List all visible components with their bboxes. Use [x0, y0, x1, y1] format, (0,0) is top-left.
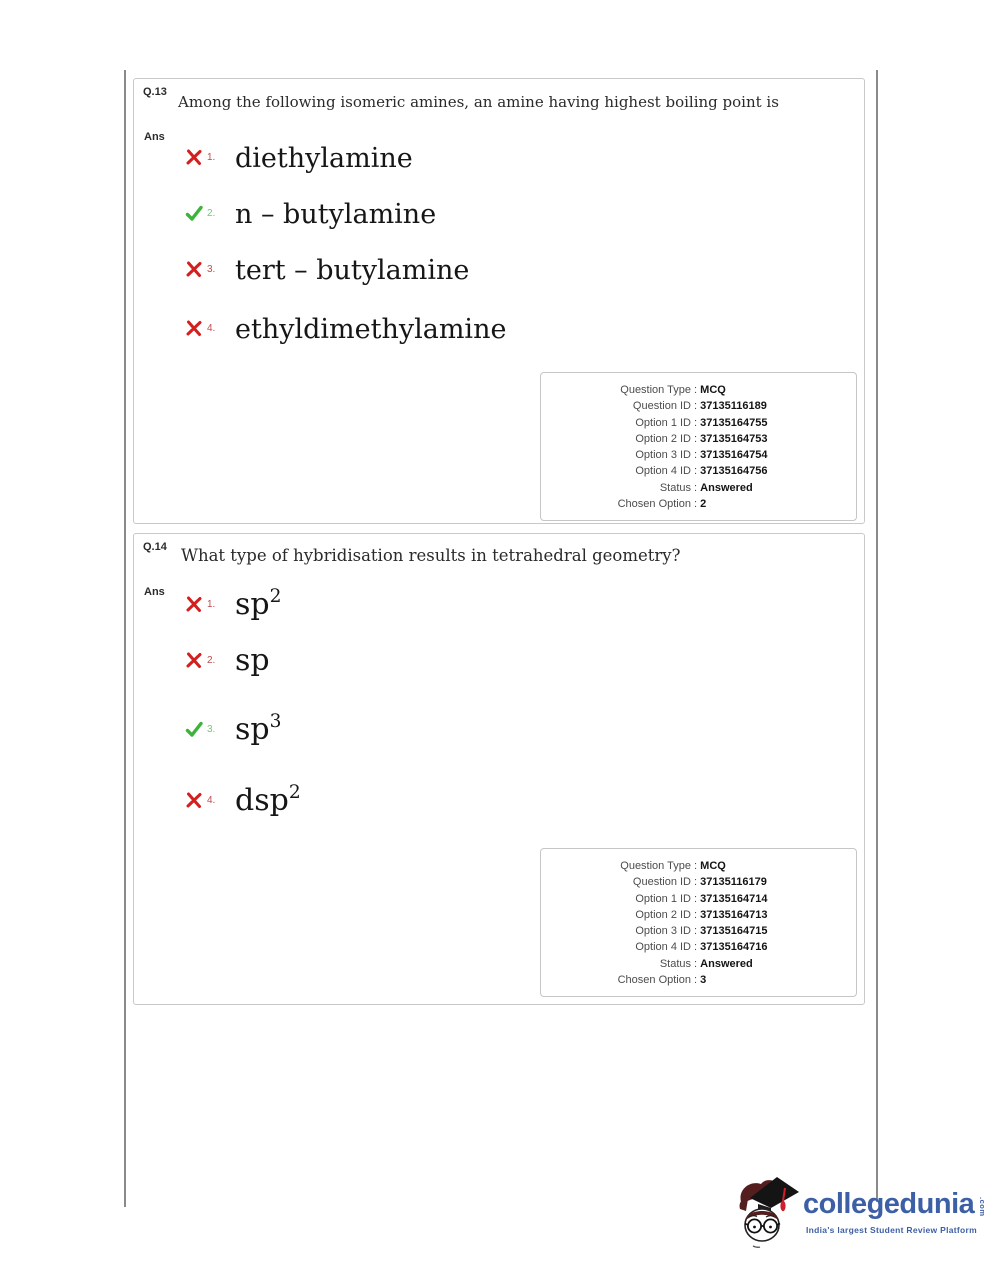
- meta-row: Question Type : MCQ: [541, 382, 856, 398]
- meta-label: Question ID: [632, 400, 691, 413]
- option-number: 2.: [207, 207, 216, 219]
- meta-label: Question Type: [620, 860, 691, 872]
- option-number: 4.: [207, 322, 216, 334]
- meta-label: Question ID: [632, 876, 691, 889]
- meta-value: 37135164756: [700, 465, 768, 478]
- meta-label: Option 4 ID: [635, 941, 691, 954]
- meta-row: Chosen Option : 3: [541, 972, 856, 988]
- meta-value: 37135116189: [700, 400, 767, 413]
- meta-value: 37135164714: [700, 892, 768, 905]
- question-card-q13: [133, 78, 865, 524]
- option-row: [185, 135, 413, 179]
- option-text: dsp$^2$: [235, 781, 301, 818]
- question-card-q14: [133, 533, 865, 1005]
- cross-icon: [185, 148, 203, 166]
- meta-label: Question Type: [620, 384, 691, 396]
- cross-icon: [185, 791, 203, 809]
- page-border-left: [124, 70, 126, 1207]
- answer-label: Ans: [144, 586, 165, 598]
- option-text: ethyldimethylamine: [235, 313, 507, 345]
- meta-row: Status : Answered: [541, 480, 856, 496]
- meta-value: MCQ: [700, 384, 726, 396]
- meta-label: Option 1 ID: [635, 892, 691, 905]
- option-row: [185, 778, 301, 822]
- meta-value: Answered: [700, 481, 753, 494]
- question-meta-box: [540, 372, 857, 521]
- meta-row: Question Type : MCQ: [541, 858, 856, 874]
- mascot-graduate-icon: [735, 1175, 801, 1256]
- meta-row: Option 2 ID : 37135164753: [541, 431, 856, 447]
- cross-icon: [185, 595, 203, 613]
- meta-label: Option 2 ID: [635, 432, 691, 445]
- meta-row: Option 3 ID : 37135164754: [541, 447, 856, 463]
- meta-value: 3: [700, 974, 707, 987]
- question-text: What type of hybridisation results in tetrahedral geometry?: [181, 546, 681, 565]
- question-text: Among the following isomeric amines, an amine having highest boiling point is: [178, 93, 779, 111]
- meta-row: Option 2 ID : 37135164713: [541, 907, 856, 923]
- meta-value: 37135164716: [700, 941, 768, 954]
- meta-row: Option 3 ID : 37135164715: [541, 923, 856, 939]
- option-number: 4.: [207, 794, 216, 806]
- meta-label: Chosen Option: [617, 498, 691, 511]
- option-number: 3.: [207, 723, 216, 735]
- meta-label: Option 4 ID: [635, 465, 691, 478]
- option-text: $sp^2$: [235, 585, 282, 622]
- brand-text: collegedunia: [803, 1188, 975, 1220]
- question-number: Q.13: [143, 86, 167, 98]
- meta-value: MCQ: [700, 860, 726, 872]
- option-row: [185, 582, 281, 626]
- option-number: 2.: [207, 654, 216, 666]
- meta-label: Option 2 ID: [635, 908, 691, 921]
- option-number: 1.: [207, 151, 216, 163]
- option-text: sp: [235, 642, 270, 678]
- meta-row: Question ID : 37135116189: [541, 398, 856, 414]
- meta-value: Answered: [700, 957, 753, 970]
- question-meta-box: [540, 848, 857, 997]
- option-text: diethylamine: [235, 142, 413, 174]
- option-number: 1.: [207, 598, 216, 610]
- option-row: [185, 247, 469, 291]
- cross-icon: [185, 319, 203, 337]
- meta-value: 37135164755: [700, 416, 768, 429]
- option-text: n – butylamine: [235, 198, 437, 230]
- cross-icon: [185, 651, 203, 669]
- meta-row: Question ID : 37135116179: [541, 874, 856, 890]
- option-number: 3.: [207, 263, 216, 275]
- meta-label: Status: [659, 481, 691, 494]
- meta-row: Option 1 ID : 37135164755: [541, 415, 856, 431]
- meta-label: Status: [659, 957, 691, 970]
- option-text: tert – butylamine: [235, 254, 470, 286]
- cross-icon: [185, 260, 203, 278]
- page-border-right: [876, 70, 878, 1202]
- brand-tagline: India's largest Student Review Platform: [806, 1225, 978, 1235]
- check-icon: [185, 720, 203, 738]
- collegedunia-logo: [735, 1172, 985, 1262]
- meta-row: Option 4 ID : 37135164716: [541, 939, 856, 955]
- option-text: $sp^3$: [235, 710, 282, 747]
- meta-row: Chosen Option : 2: [541, 496, 856, 512]
- check-icon: [185, 204, 203, 222]
- meta-value: 37135164754: [700, 449, 768, 462]
- meta-label: Option 3 ID: [635, 449, 691, 462]
- meta-label: Option 1 ID: [635, 416, 691, 429]
- meta-value: 37135164713: [700, 908, 768, 921]
- meta-label: Option 3 ID: [635, 925, 691, 938]
- answer-label: Ans: [144, 131, 165, 143]
- meta-row: Status : Answered: [541, 956, 856, 972]
- meta-value: 37135164715: [700, 925, 768, 938]
- meta-row: Option 4 ID : 37135164756: [541, 463, 856, 479]
- meta-label: Chosen Option: [617, 974, 691, 987]
- option-row: [185, 191, 436, 235]
- option-row: [185, 306, 506, 350]
- meta-value: 37135164753: [700, 432, 768, 445]
- question-number: Q.14: [143, 541, 167, 553]
- option-row: [185, 707, 281, 751]
- brand-domain-text: .com: [978, 1197, 987, 1217]
- option-row: [185, 638, 270, 682]
- meta-value: 37135116179: [700, 876, 767, 889]
- meta-value: 2: [700, 498, 707, 511]
- meta-row: Option 1 ID : 37135164714: [541, 891, 856, 907]
